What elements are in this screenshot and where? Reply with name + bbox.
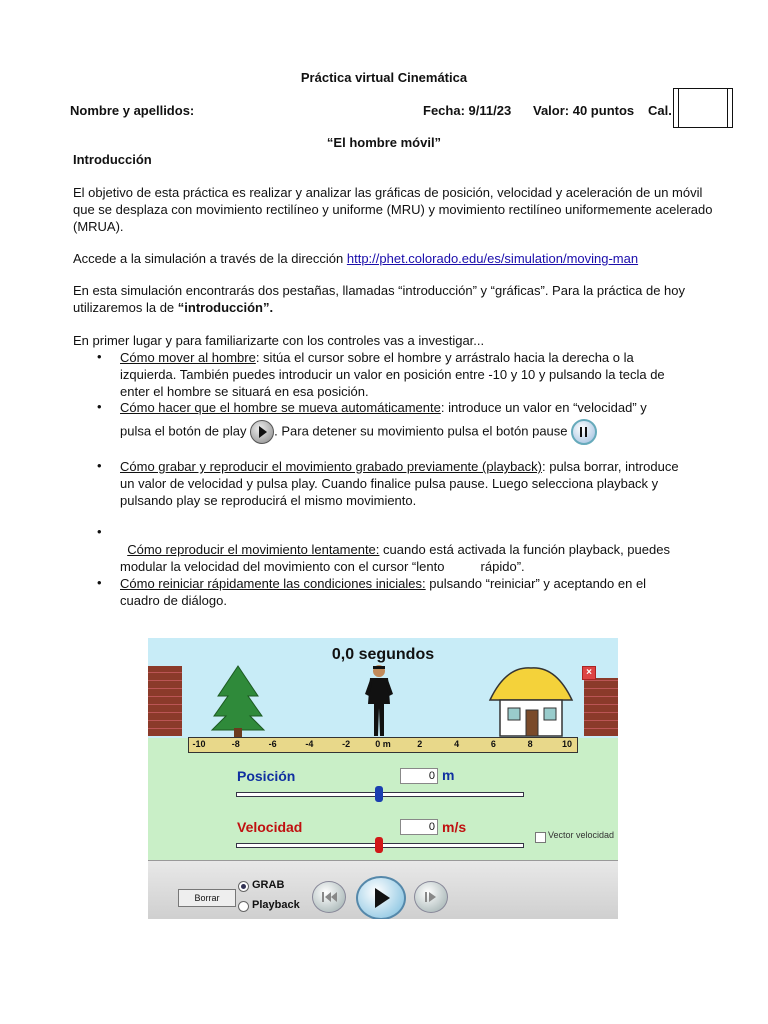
- position-ruler: [188, 737, 578, 753]
- close-icon[interactable]: ×: [582, 666, 596, 680]
- position-unit: m: [442, 767, 455, 783]
- ruler-tick: 0 m: [375, 739, 391, 749]
- ruler-tick: 4: [454, 739, 460, 749]
- simulation-link[interactable]: http://phet.colorado.edu/es/simulation/moving-man: [346, 251, 639, 266]
- borrar-button[interactable]: Borrar: [178, 889, 236, 907]
- bullet-text: : introduce un valor en “velocidad” y: [440, 400, 647, 415]
- list-item: [120, 524, 680, 575]
- tabs-text: En esta simulación encontrarás dos pestañas, llamadas “introducción” y “gráficas”. Para la práctica de hoy utilizaremos la de: [73, 283, 686, 315]
- bullet-text: : pulsa borrar, introduce un valor de velocidad y pulsa play. Cuando finalice pulsa pause. Luego selecciona playback y pulsando play se reproducirá el mismo movimiento.: [120, 459, 679, 508]
- vector-label: Vector velocidad: [548, 830, 615, 840]
- bullet-title: Cómo reiniciar rápidamente las condiciones iniciales:: [120, 576, 426, 591]
- bullet-dot: •: [97, 575, 102, 590]
- playback-label: Playback: [252, 899, 300, 911]
- velocity-label: Velocidad: [237, 819, 303, 835]
- left-wall: [148, 666, 182, 736]
- intro-paragraph: El objetivo de esta práctica es realizar y analizar las gráficas de posición, velocidad y aceleración de un móvil que se desplaza con movimiento rectilíneo y uniforme (MRU) y movimiento rectilíneo uniformemente acelerado (MRUA).: [73, 185, 713, 234]
- right-wall: [584, 678, 618, 736]
- date-label: Fecha: 9/11/23: [423, 103, 512, 118]
- list-item: [120, 575, 680, 609]
- grab-radio[interactable]: [238, 881, 249, 892]
- position-label: Posición: [237, 768, 296, 784]
- name-label: Nombre y apellidos:: [70, 103, 195, 118]
- page-title: Práctica virtual Cinemática: [300, 70, 468, 85]
- pause-icon: [571, 419, 597, 445]
- ruler-tick: 2: [417, 739, 423, 749]
- controls-intro: En primer lugar y para familiarizarte con los controles vas a investigar...: [73, 333, 485, 348]
- bullet-text: cuando está activada la función playback, puedes modular la velocidad del movimiento con el cursor “lento rápido”.: [120, 542, 674, 574]
- playback-radio[interactable]: [238, 901, 249, 912]
- tree-icon: [210, 664, 266, 738]
- ruler-tick: 6: [490, 739, 496, 749]
- playback-controls: [148, 860, 618, 919]
- vector-checkbox[interactable]: [535, 832, 546, 843]
- bullet-text: : sitúa el cursor sobre el hombre y arrástralo hacia la derecha o la izquierda. También puedes introducir un valor en posición entre -10 y 10 y pulsando la tecla de enter el hombre se situará en esa posición.: [120, 350, 665, 399]
- play-icon: [250, 420, 274, 444]
- tabs-paragraph: [73, 282, 713, 316]
- bullet-dot: •: [97, 349, 102, 364]
- list-item: [120, 399, 680, 416]
- bullet-text: pulsa el botón de play: [120, 423, 251, 439]
- ruler-tick: 10: [561, 739, 573, 749]
- velocity-slider-thumb[interactable]: [375, 837, 383, 853]
- bullet-title: Cómo reproducir el movimiento lentamente:: [127, 542, 380, 557]
- grass: [148, 738, 618, 860]
- time-display: 0,0 segundos: [331, 646, 435, 663]
- subtitle: “El hombre móvil”: [326, 135, 442, 150]
- man-icon[interactable]: [364, 664, 394, 738]
- rewind-icon: [313, 882, 345, 912]
- tabs-bold: “introducción”.: [177, 300, 274, 315]
- play-button[interactable]: [356, 876, 406, 919]
- ruler-tick: -10: [192, 739, 206, 749]
- step-icon: [415, 882, 447, 912]
- cal-label: Cal.: [648, 103, 672, 118]
- list-item-line: [120, 419, 680, 445]
- ruler-tick: -6: [268, 739, 277, 749]
- access-text: Accede a la simulación a través de la dirección: [73, 251, 347, 266]
- ruler-tick: -8: [231, 739, 240, 749]
- step-button[interactable]: [414, 881, 448, 913]
- rewind-button[interactable]: [312, 881, 346, 913]
- list-item: [120, 349, 680, 400]
- value-label: Valor: 40 puntos: [533, 103, 635, 118]
- intro-heading: Introducción: [73, 152, 152, 167]
- grade-box: [673, 88, 733, 128]
- ruler-tick: 8: [527, 739, 533, 749]
- position-input[interactable]: 0: [400, 768, 438, 784]
- grab-label: GRAB: [252, 879, 285, 891]
- velocity-input[interactable]: 0: [400, 819, 438, 835]
- bullet-text: pulsando “reiniciar” y aceptando en el cuadro de diálogo.: [120, 576, 647, 608]
- simulation-screenshot: [148, 638, 618, 919]
- list-item: [120, 458, 680, 509]
- bullet-title: Cómo grabar y reproducir el movimiento grabado previamente (playback): [120, 459, 542, 474]
- house-icon: [486, 666, 576, 738]
- ruler-tick: -4: [305, 739, 314, 749]
- bullet-dot: •: [97, 458, 102, 473]
- ruler-tick: -2: [342, 739, 351, 749]
- access-paragraph: [73, 250, 713, 267]
- bullet-dot: •: [97, 399, 102, 414]
- bullet-title: Cómo mover al hombre: [120, 350, 256, 365]
- velocity-unit: m/s: [442, 819, 467, 835]
- position-slider-thumb[interactable]: [375, 786, 383, 802]
- bullet-text: . Para detener su movimiento pulsa el botón pause: [274, 423, 572, 439]
- bullet-dot: •: [97, 524, 102, 539]
- bullet-title: Cómo hacer que el hombre se mueva automáticamente: [120, 400, 441, 415]
